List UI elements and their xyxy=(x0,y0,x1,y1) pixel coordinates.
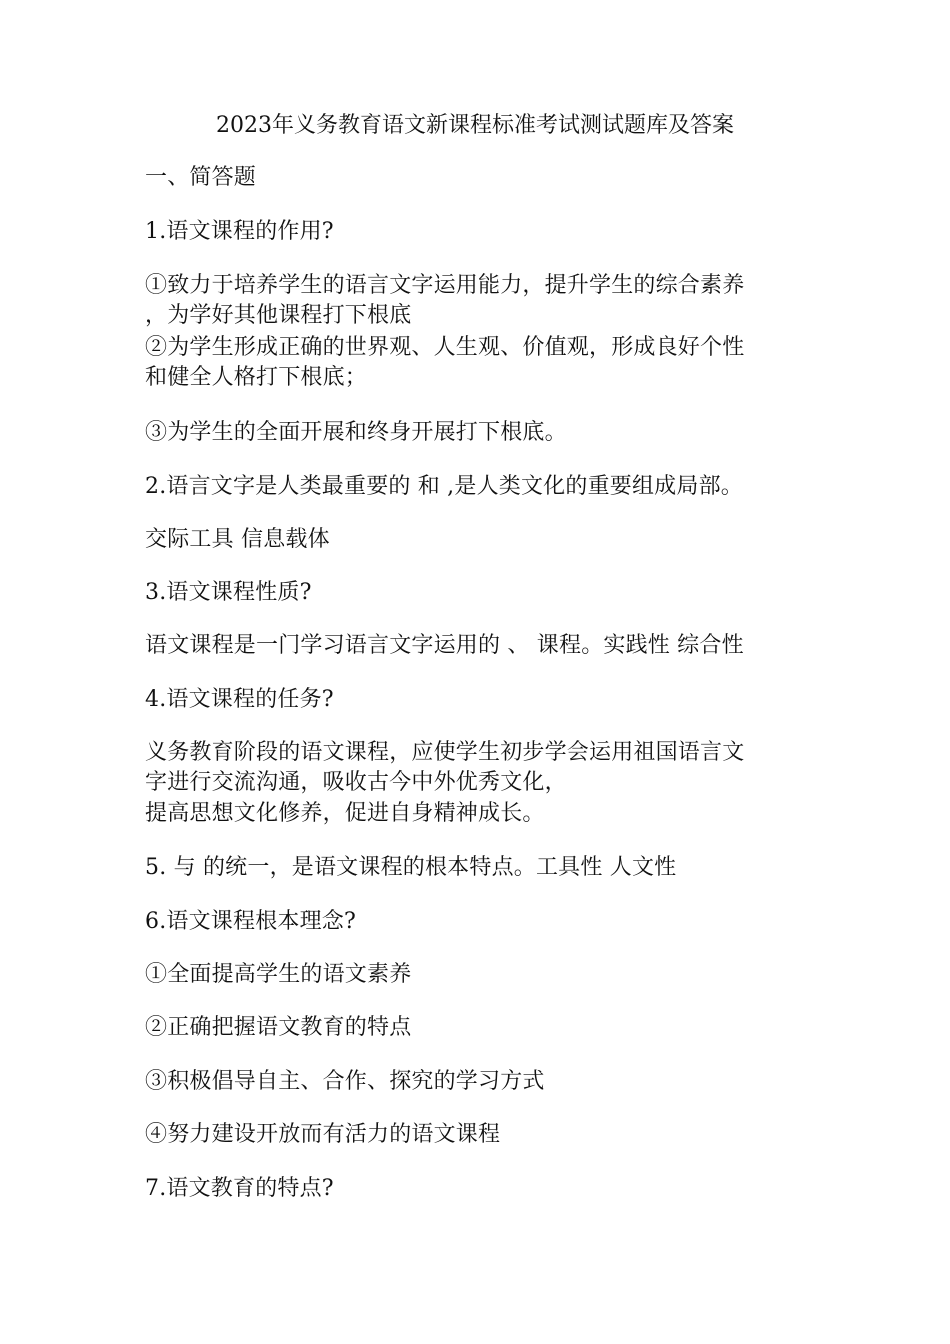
answer-4-line-3: 提高思想文化修养，促进自身精神成长。 xyxy=(145,801,545,826)
question-5: 5. 与 的统一，是语文课程的根本特点。工具性 人文性 xyxy=(145,855,677,880)
answer-2: 交际工具 信息载体 xyxy=(145,527,330,552)
document-title: 2023年义务教育语文新课程标准考试测试题库及答案 xyxy=(216,113,734,138)
question-4: 4.语文课程的任务? xyxy=(145,687,334,712)
answer-1-item-3: ③为学生的全面开展和终身开展打下根底。 xyxy=(145,420,567,445)
answer-6-item-1: ①全面提高学生的语文素养 xyxy=(145,962,412,987)
question-7: 7.语文教育的特点? xyxy=(145,1176,334,1201)
answer-6-item-3: ③积极倡导自主、合作、探究的学习方式 xyxy=(145,1069,545,1094)
answer-4-line-1: 义务教育阶段的语文课程，应使学生初步学会运用祖国语言文 xyxy=(145,740,745,765)
answer-1-item-1: ①致力于培养学生的语言文字运用能力，提升学生的综合素养 xyxy=(145,273,745,298)
answer-4-line-2: 字进行交流沟通，吸收古今中外优秀文化， xyxy=(145,770,567,795)
question-6: 6.语文课程根本理念? xyxy=(145,909,356,934)
answer-1-item-2-cont: 和健全人格打下根底； xyxy=(145,365,368,390)
question-1: 1.语文课程的作用? xyxy=(145,219,334,244)
answer-6-item-4: ④努力建设开放而有活力的语文课程 xyxy=(145,1122,501,1147)
section-heading: 一、简答题 xyxy=(145,165,257,190)
answer-6-item-2: ②正确把握语文教育的特点 xyxy=(145,1015,412,1040)
question-2: 2.语言文字是人类最重要的 和 ,是人类文化的重要组成局部。 xyxy=(145,474,743,499)
answer-1-item-2: ②为学生形成正确的世界观、人生观、价值观，形成良好个性 xyxy=(145,335,745,360)
answer-3: 语文课程是一门学习语言文字运用的 、 课程。实践性 综合性 xyxy=(145,633,744,658)
question-3: 3.语文课程性质? xyxy=(145,580,312,605)
answer-1-item-1-cont: ，为学好其他课程打下根底 xyxy=(145,303,412,328)
